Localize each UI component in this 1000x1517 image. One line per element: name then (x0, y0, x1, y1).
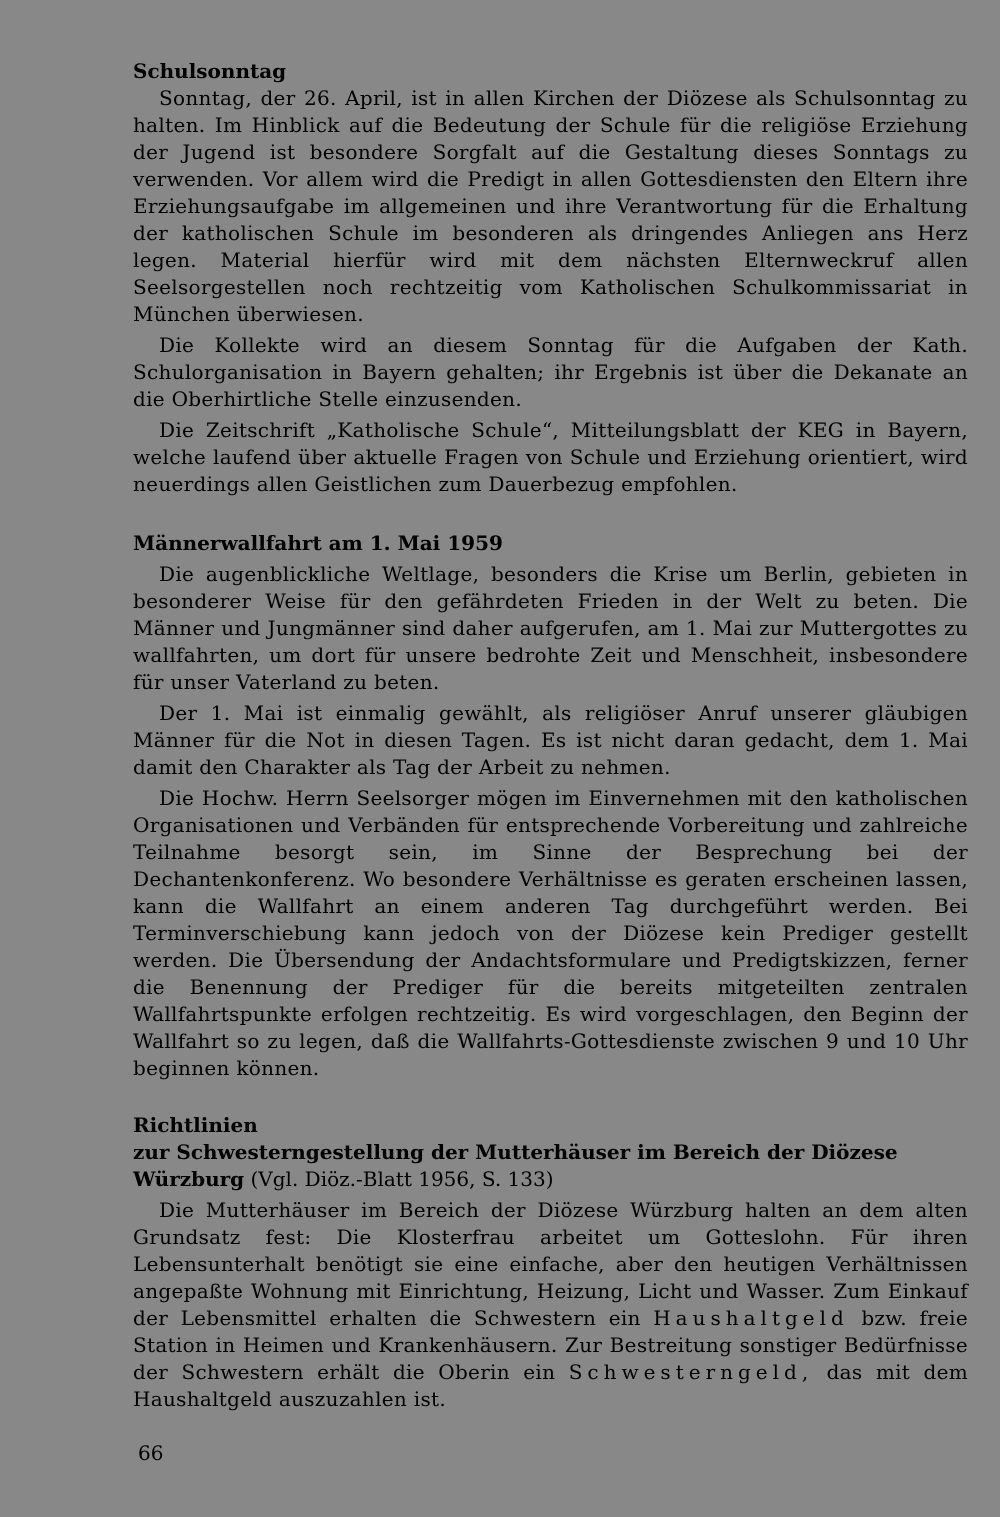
section-maennerwallfahrt (133, 530, 968, 1082)
paragraph: Die augenblickliche Weltlage, besonders die Krise um Berlin, gebieten in besonderer Weise für den gefährdeten Frieden in der Welt zu beten. Die Männer und Jungmänner sind daher aufgerufen, am 1. Mai zur Muttergottes zu wallfahrten, um dort für unsere bedrohte Zeit und Menschheit, insbesondere für unser Vaterland zu beten. (133, 562, 968, 694)
section-subtitle-line (133, 1166, 968, 1193)
section-title: Schulsonntag (133, 59, 287, 83)
paragraph-text: bzw. freie Station in Heimen und Krankenhäusern. Zur Bestreitung sonstiger Bedürfnisse der Schwestern erhält die Oberin ein (133, 1306, 968, 1384)
page-number: 66 (138, 1441, 164, 1465)
section-title: Männerwallfahrt am 1. Mai 1959 (133, 531, 503, 555)
paragraph: Die Hochw. Herrn Seelsorger mögen im Einvernehmen mit den katholischen Organisationen und Verbänden für entsprechende Vorbereitung und zahlreiche Teilnahme besorgt sein, im Sinne der Besprechung bei der Dechantenkonferenz. Wo besondere Verhältnisse es geraten erscheinen lassen, kann die Wallfahrt an einem anderen Tag durchgeführt werden. Bei Terminverschiebung kann jedoch von der Diözese kein Prediger gestellt werden. Die Übersendung der Andachtsformulare und Predigtskizzen, ferner die Benennung der Prediger für die bereits mitgeteilten zentralen Wallfahrtspunkte erfolgen rechtzeitig. Es wird vorgeschlagen, den Beginn der Wallfahrt so zu legen, daß die Wallfahrts-Gottesdienste zwischen 9 und 10 Uhr beginnen können. (133, 786, 968, 1080)
emphasized-term: Schwesterngeld, (568, 1360, 814, 1384)
paragraph (133, 1197, 968, 1413)
paragraph-text: Die Mutterhäuser im Bereich der Diözese Würzburg halten an dem alten Grundsatz fest: Die Klosterfrau arbeitet um Gotteslohn. Für ihren Lebensunterhalt benötigt sie eine einfache, aber den heutigen Verhältnissen angepaßte Wohnung mit Einrichtung, Heizung, Licht und Wasser. Zum Einkauf der Lebensmittel erhalten die Schwestern ein (133, 1198, 968, 1330)
section-title: Richtlinien (133, 1113, 258, 1137)
paragraph-text: das mit dem Haushaltgeld auszuzahlen ist. (133, 1360, 968, 1411)
subtitle-reference: (Vgl. Diöz.-Blatt 1956, S. 133) (244, 1167, 554, 1191)
emphasized-term: Haushaltgeld (653, 1306, 849, 1330)
paragraph: Die Zeitschrift „Katholische Schule“, Mitteilungsblatt der KEG in Bayern, welche laufend über aktuelle Fragen von Schule und Erziehung orientiert, wird neuerdings allen Geistlichen zum Dauerbezug empfohlen. (133, 418, 968, 496)
page-content (133, 58, 968, 1417)
paragraph: Sonntag, der 26. April, ist in allen Kirchen der Diözese als Schulsonntag zu halten. Im Hinblick auf die Bedeutung der Schule für die religiöse Erziehung der Jugend ist besondere Sorgfalt auf die Gestaltung dieses Sonntags zu verwenden. Vor allem wird die Predigt in allen Gottesdiensten den Eltern ihre Erziehungsaufgabe im allgemeinen und ihre Verantwortung für die Erhaltung der katholischen Schule im besonderen als dringendes Anliegen ans Herz legen. Material hierfür wird mit dem nächsten Elternweckruf allen Seelsorgestellen noch rechtzeitig vom Katholischen Schulkommissariat in München überwiesen. (133, 86, 968, 326)
paragraph: Die Kollekte wird an diesem Sonntag für die Aufgaben der Kath. Schulorganisation in Bayern gehalten; ihr Ergebnis ist über die Dekanate an die Oberhirtliche Stelle einzusenden. (133, 333, 968, 411)
subtitle-bold: Würzburg (133, 1167, 245, 1191)
section-richtlinien (133, 1112, 968, 1413)
paragraph: Der 1. Mai ist einmalig gewählt, als religiöser Anruf unserer gläubigen Männer für die Not in diesen Tagen. Es ist nicht daran gedacht, dem 1. Mai damit den Charakter als Tag der Arbeit zu nehmen. (133, 701, 968, 779)
section-subtitle: zur Schwesterngestellung der Mutterhäuser im Bereich der Diözese (133, 1140, 898, 1164)
section-schulsonntag (133, 58, 968, 498)
